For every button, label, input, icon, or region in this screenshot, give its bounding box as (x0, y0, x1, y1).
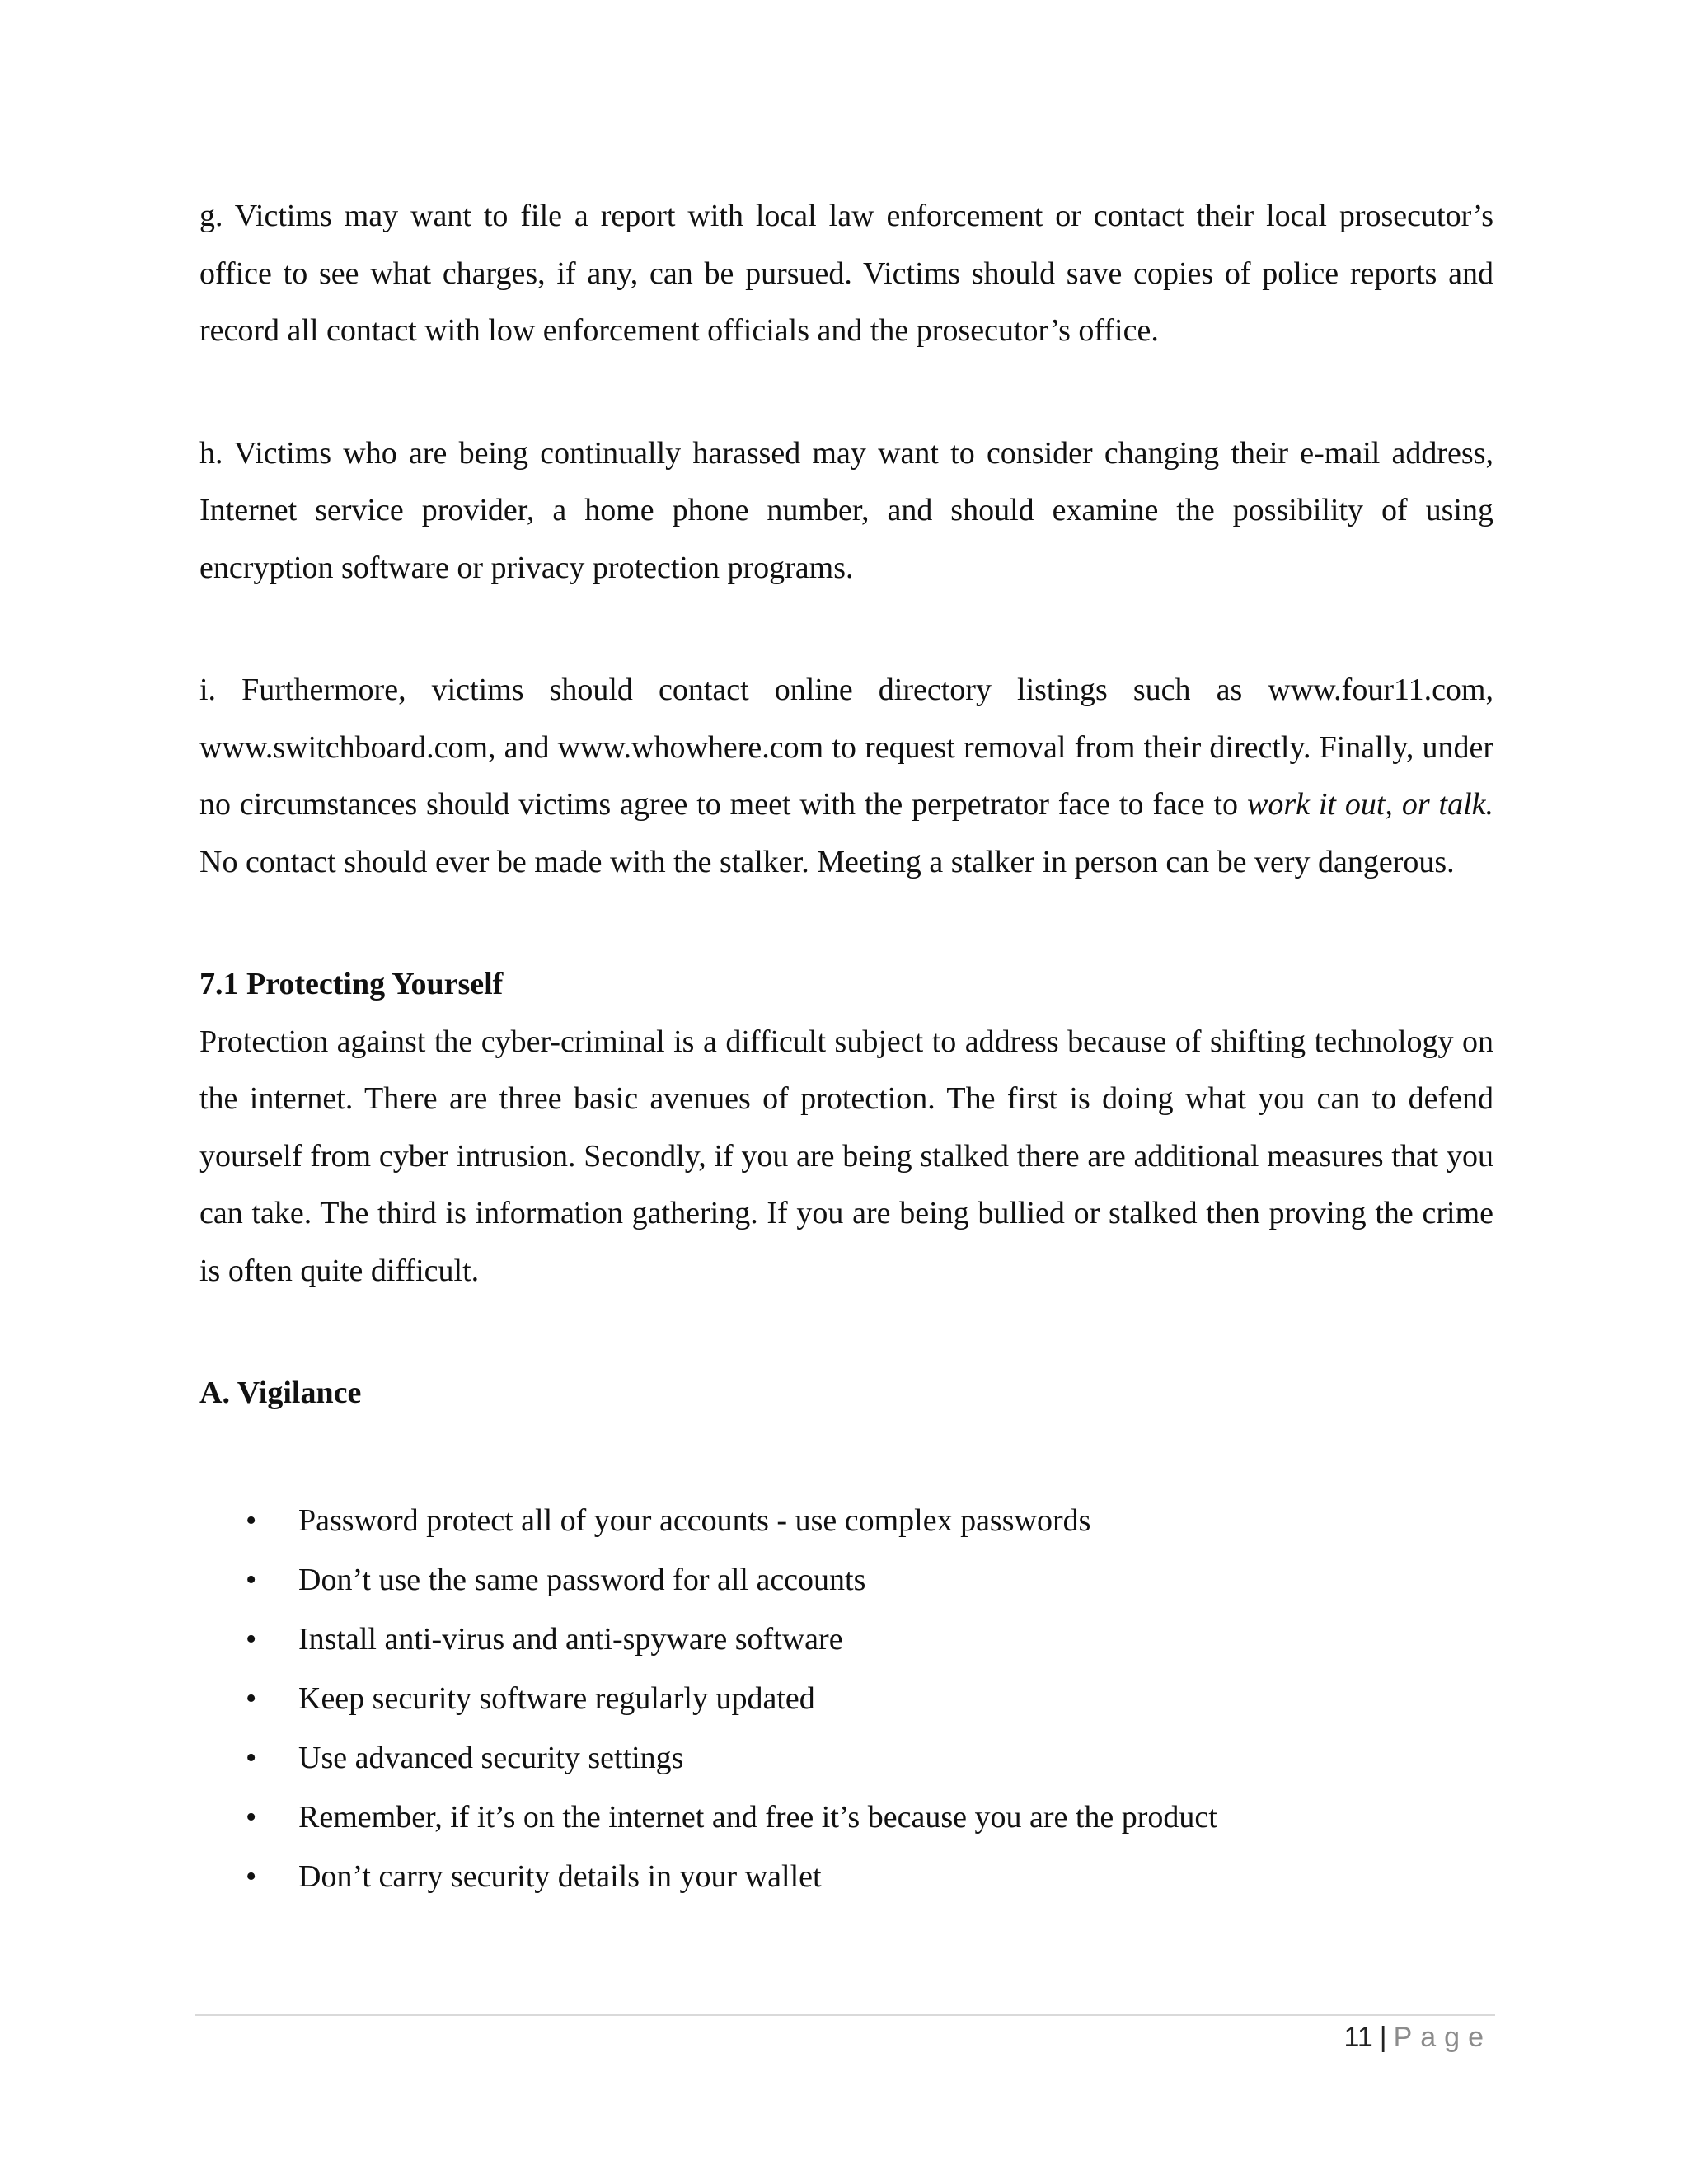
paragraph-i (199, 662, 1493, 891)
bullet-icon: • (246, 1799, 257, 1835)
page-footer (1343, 2019, 1492, 2055)
spacer (199, 360, 1493, 425)
list-item-text: Remember, if it’s on the internet and free it’s because you are the product (298, 1799, 1217, 1835)
vigilance-list (199, 1491, 1493, 1906)
list-item (199, 1550, 1493, 1610)
spacer (199, 597, 1493, 662)
subsection-heading: A. Vigilance (199, 1376, 362, 1410)
list-item (199, 1788, 1493, 1847)
bullet-icon: • (246, 1502, 257, 1538)
page-number: 11 (1343, 2022, 1373, 2053)
list-item (199, 1847, 1493, 1906)
list-item-text: Don’t carry security details in your wallet (298, 1858, 822, 1894)
bullet-icon: • (246, 1740, 257, 1775)
list-item-text: Keep security software regularly updated (298, 1680, 815, 1716)
page-label: Page (1393, 2022, 1492, 2053)
paragraph-i-text: i. Furthermore, victims should contact online directory listings such as www.four11.com, www.switchboard.com, and www.whowhere.com to request removal from their directly. Finally, under no circumstances should victims agree to meet with the perpetrator face to face to (199, 673, 1493, 822)
list-item (199, 1491, 1493, 1550)
bullet-icon: • (246, 1562, 257, 1597)
list-item (199, 1669, 1493, 1728)
section-body: Protection against the cyber-criminal is a difficult subject to address because of shifting technology on the internet. There are three basic avenues of protection. The first is doing what you can to defend yourself from cyber intrusion. Secondly, if you are being stalked there are additional measures that you can take. The third is information gathering. If you are being bullied or stalked then proving the crime is often quite difficult. (199, 1024, 1493, 1288)
bullet-icon: • (246, 1621, 257, 1657)
list-item (199, 1728, 1493, 1788)
list-item-text: Don’t use the same password for all accounts (298, 1562, 866, 1597)
paragraph-h: h. Victims who are being continually harassed may want to consider changing their e-mail address, Internet service provider, a home phone number, and should examine the possibility of using encryption software or privacy protection programs. (199, 435, 1493, 585)
list-item-text: Password protect all of your accounts - use complex passwords (298, 1502, 1091, 1538)
footer-divider (195, 2014, 1495, 2016)
paragraph-g: g. Victims may want to file a report with local law enforcement or contact their local prosecutor’s office to see what charges, if any, can be pursued. Victims should save copies of police reports and record all contact with low enforcement officials and the prosecutor’s office. (199, 199, 1493, 348)
spacer (199, 891, 1493, 956)
spacer (199, 1300, 1493, 1365)
paragraph-i-tail: No contact should ever be made with the stalker. Meeting a stalker in person can be very dangerous. (199, 844, 1455, 879)
bullet-icon: • (246, 1680, 257, 1716)
paragraph-i-italic: work it out, or talk. (1246, 787, 1493, 822)
section-heading: 7.1 Protecting Yourself (199, 967, 504, 1001)
footer-separator: | (1379, 2022, 1387, 2053)
bullet-icon: • (246, 1858, 257, 1894)
list-item-text: Use advanced security settings (298, 1740, 684, 1775)
page-content (199, 188, 1493, 1906)
list-item (199, 1610, 1493, 1669)
list-item-text: Install anti-virus and anti-spyware software (298, 1621, 843, 1657)
spacer (199, 1422, 1493, 1491)
